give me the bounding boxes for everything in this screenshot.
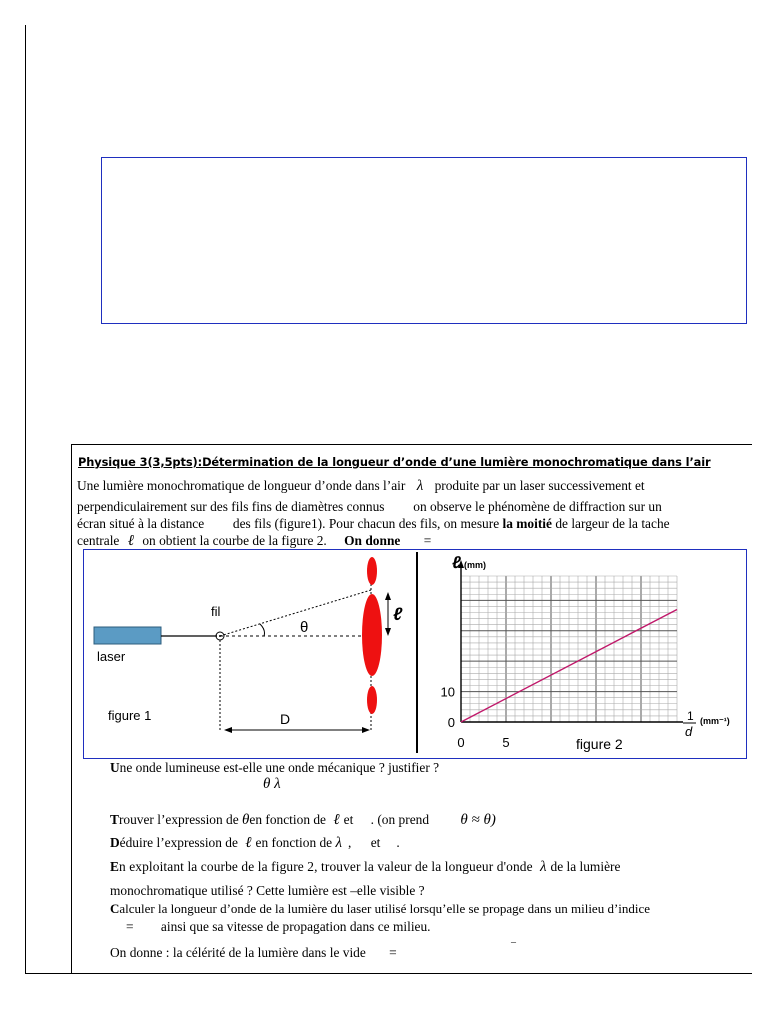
angle-arc xyxy=(260,624,265,636)
intro-line-2: perpendiculairement sur des fils fins de diamètres connus on observe le phénomène de diffraction sur un xyxy=(77,499,662,514)
question-2: Trouver l’expression de θen fonction de ℓ et . (on prend θ ≈ θ) xyxy=(110,812,496,828)
lambda-symbol: λ xyxy=(416,478,424,494)
y-axis-label: ℓ xyxy=(452,553,461,572)
diffraction-ray xyxy=(220,590,371,636)
question-1-symbols: θ λ xyxy=(263,776,281,792)
top-rule xyxy=(71,444,752,445)
empty-frame xyxy=(101,157,747,324)
figure-1-caption: figure 1 xyxy=(108,708,152,723)
intro-line-3: écran situé à la distance des fils (figure1). Pour chacun des fils, on mesure la moitié de largeur de la tache xyxy=(77,516,670,531)
y-axis-unit: (mm) xyxy=(464,560,486,570)
ell-label: ℓ xyxy=(393,604,403,624)
figure-separator xyxy=(416,552,418,753)
question-4: En exploitant la courbe de la figure 2, trouver la valeur de la longueur d'onde λ de la lumière xyxy=(110,859,621,875)
given-constant: On donne : la célérité de la lumière dans le vide = xyxy=(110,945,397,960)
x-axis-denominator: d xyxy=(685,724,693,739)
distance-label: D xyxy=(280,711,291,727)
upper-spot xyxy=(367,557,377,585)
figure-2-caption: figure 2 xyxy=(576,736,623,752)
y-tick-label: 0 xyxy=(447,715,455,730)
inner-margin-line xyxy=(71,444,72,974)
theta-label: θ xyxy=(300,619,309,636)
given-dash: – xyxy=(511,937,516,948)
laser-label: laser xyxy=(97,649,126,664)
question-5: Calculer la longueur d’onde de la lumière du laser utilisé lorsqu’elle se propage dans un milieu d’indice xyxy=(110,901,651,916)
x-axis-unit: (mm⁻¹) xyxy=(700,716,730,726)
fil-label: fil xyxy=(211,604,221,619)
y-tick-label: 10 xyxy=(440,684,455,700)
lower-spot xyxy=(367,686,377,714)
bottom-rule xyxy=(25,973,752,974)
x-tick-label: 0 xyxy=(457,735,465,750)
question-3: Déduire l’expression de ℓ en fonction de λ , et . xyxy=(110,835,400,851)
central-spot xyxy=(362,594,382,676)
figure-2-chart xyxy=(419,550,745,758)
x-axis-numerator: 1 xyxy=(687,709,694,723)
question-4-line-2: monochromatique utilisé ? Cette lumière est –elle visible ? xyxy=(110,883,425,898)
ell-symbol: ℓ xyxy=(127,533,134,549)
intro-line-1: Une lumière monochromatique de longueur d’onde dans l’air λ produite par un laser successivement et xyxy=(77,478,645,494)
intro-line-4: centrale ℓ on obtient la courbe de la figure 2. On donne = xyxy=(77,533,432,549)
question-1: Une onde lumineuse est-elle une onde mécanique ? justifier ? xyxy=(110,760,440,775)
exercise-title: Physique 3(3,5pts):Détermination de la longueur d’onde d’une lumière monochromatique dans l’air xyxy=(78,455,711,469)
left-margin-line xyxy=(25,25,26,974)
question-5-line-2: = ainsi que sa vitesse de propagation dans ce milieu. xyxy=(126,919,431,934)
laser-device xyxy=(94,627,161,644)
x-tick-label: 5 xyxy=(502,735,510,750)
figure-1-diagram xyxy=(84,550,416,758)
